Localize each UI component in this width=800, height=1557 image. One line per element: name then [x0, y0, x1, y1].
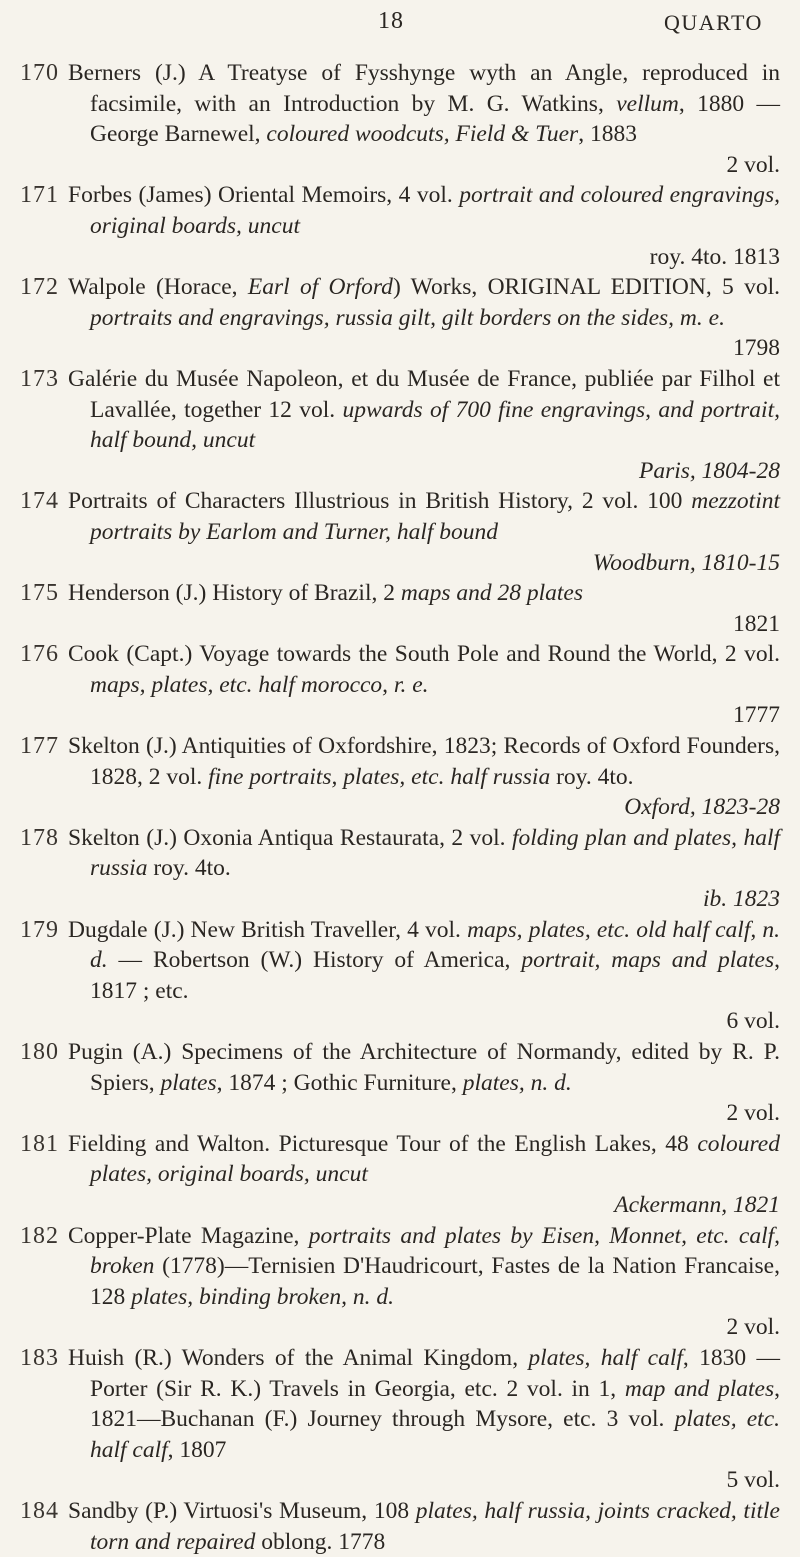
lot-description-text: , 1883 — [578, 121, 637, 148]
lot-description-italic: fine portraits, plates, etc. half russia — [208, 763, 551, 790]
lot-description-text: Galérie du Musée Napoleon, et du Musée de France, publiée par Filhol et Lavallée, together 12 vol. — [68, 365, 780, 423]
page-number: 18 — [378, 8, 404, 34]
lot-description-text: Henderson (J.) History of Brazil, 2 — [68, 580, 401, 607]
lot-entry — [0, 1496, 800, 1557]
lot-number: 178 — [20, 824, 59, 851]
lot-entry — [0, 180, 800, 272]
lot-entry — [0, 915, 800, 1037]
running-head — [0, 8, 800, 40]
lot-imprint: 1821 — [733, 610, 780, 637]
lot-description — [68, 486, 780, 578]
lot-imprint: Oxford, 1823-28 — [624, 794, 780, 821]
lot-number: 174 — [20, 488, 59, 515]
lot-imprint: ib. 1823 — [702, 886, 780, 913]
lot-description-text: (1778)—Ternisien D'Haudricourt, Fastes de la Nation Francaise, 128 — [90, 1253, 780, 1310]
lot-description — [68, 364, 780, 486]
lot-imprint: Paris, 1804-28 — [639, 457, 780, 484]
lot-description-text: Skelton (J.) Antiquities of Oxfordshire, 1823; Records of Oxford Founders, 1828, 2 vol. — [68, 733, 780, 790]
lot-description — [68, 180, 780, 272]
lot-description-text: , 1880 — George Barnewel, — [90, 90, 781, 148]
lot-description-italic: maps and 28 plates — [400, 580, 583, 607]
lot-number: 182 — [20, 1222, 59, 1249]
lot-description — [68, 915, 780, 1037]
lot-description — [68, 578, 780, 639]
lot-entry — [0, 1037, 800, 1129]
section-title: QUARTO — [664, 10, 763, 35]
lot-entry — [0, 272, 800, 364]
lot-description-text: Walpole (Horace, — [68, 274, 248, 301]
lot-description-text: Huish (R.) Wonders of the Animal Kingdom, — [68, 1344, 529, 1371]
lot-description — [68, 731, 780, 823]
lot-number: 180 — [20, 1039, 59, 1065]
lot-description-italic: plates, etc. half calf — [90, 1406, 780, 1463]
lot-description-text: Berners (J.) A Treatyse of Fysshynge wyth an Angle, reproduced in facsimile, with an Introduction by M. G. Watkins, — [68, 60, 780, 117]
lot-description-italic: portraits and engravings, russia gilt, gilt borders on the sides, m. e. — [90, 304, 725, 331]
lot-entry — [0, 364, 800, 486]
lot-description — [68, 272, 780, 364]
lot-description-text: roy. 4to. — [147, 855, 231, 882]
lot-number: 176 — [20, 641, 59, 668]
lot-number: 181 — [20, 1130, 59, 1157]
lot-description-text: ) Works, ORIGINAL EDITION, 5 vol. — [392, 274, 780, 301]
lot-number: 179 — [20, 916, 59, 943]
lot-imprint: 5 vol. — [726, 1467, 780, 1494]
lot-description-text: Fielding and Walton. Picturesque Tour of the English Lakes, 48 — [68, 1130, 698, 1157]
lot-description-text: Cook (Capt.) Voyage towards the South Pole and Round the World, 2 vol. — [68, 641, 780, 668]
lot-description — [68, 1496, 780, 1557]
lot-imprint: 2 vol. — [726, 151, 780, 178]
lot-description-text: , 1817 ; etc. — [90, 947, 780, 1004]
lot-number: 171 — [20, 182, 59, 209]
lot-entry — [0, 731, 800, 823]
lot-number: 172 — [20, 274, 59, 301]
lot-description — [68, 1221, 780, 1343]
lot-imprint: roy. 4to. 1813 — [649, 243, 780, 270]
lot-description — [68, 1343, 780, 1496]
lot-description-text: Sandby (P.) Virtuosi's Museum, 108 — [68, 1497, 416, 1524]
lot-entry — [0, 1343, 800, 1496]
lot-description-italic: upwards of 700 fine engravings, and portrait, half bound, uncut — [90, 396, 780, 454]
lot-description — [68, 58, 780, 180]
lot-imprint: 6 vol. — [726, 1008, 780, 1035]
lot-description-italic: plates, half calf — [528, 1344, 683, 1371]
lot-description — [68, 1037, 780, 1129]
lot-description-italic: portrait, maps and plates — [521, 947, 775, 974]
lot-description-italic: coloured woodcuts, Field & Tuer — [266, 121, 579, 148]
lot-entry — [0, 639, 800, 731]
lot-entry — [0, 1129, 800, 1221]
lot-description-italic: map and plates — [624, 1375, 775, 1402]
lot-description-italic: mezzotint portraits by Earlom and Turner, half bound — [90, 488, 780, 545]
lot-number: 175 — [20, 580, 59, 607]
lot-description-text: , 1807 — [167, 1436, 227, 1463]
lot-imprint: 2 vol. — [726, 1100, 780, 1127]
lot-description-italic: plates — [160, 1069, 217, 1096]
lot-description-text: Dugdale (J.) New British Traveller, 4 vol. — [68, 916, 468, 943]
lot-imprint: 1777 — [733, 702, 780, 729]
lot-description-text: oblong. 1778 — [255, 1528, 386, 1555]
lot-description-italic: Earl of Orford — [247, 274, 393, 301]
lot-description-text: Pugin (A.) Specimens of the Architecture of Normandy, edited by R. P. Spiers, — [68, 1039, 780, 1096]
lot-number: 177 — [20, 733, 59, 760]
lot-description-text: Copper-Plate Magazine, — [68, 1222, 309, 1249]
lot-description-italic: vellum — [616, 90, 679, 117]
lot-description-text: , 1874 ; Gothic Furniture, — [216, 1069, 463, 1096]
lot-list — [0, 58, 800, 1557]
lot-entry — [0, 578, 800, 639]
lot-number: 183 — [20, 1344, 59, 1371]
lot-entry — [0, 58, 800, 180]
lot-description-italic: portrait and coloured engravings, original boards, uncut — [90, 182, 780, 239]
lot-description-italic: plates, n. d. — [462, 1069, 572, 1096]
lot-number: 173 — [20, 365, 59, 392]
lot-description-italic: maps, plates, etc. half morocco, r. e. — [90, 671, 429, 698]
lot-description-text: Forbes (James) Oriental Memoirs, 4 vol. — [68, 182, 460, 209]
lot-description-text: Portraits of Characters Illustrious in British History, 2 vol. 100 — [68, 488, 692, 515]
lot-description-text: , 1830 — Porter (Sir R. K.) Travels in Georgia, etc. 2 vol. in 1, — [90, 1344, 780, 1402]
lot-number: 170 — [20, 60, 59, 86]
lot-description-text: Skelton (J.) Oxonia Antiqua Restaurata, 2 vol. — [68, 824, 512, 851]
lot-entry — [0, 823, 800, 915]
lot-number: 184 — [20, 1497, 59, 1524]
lot-imprint: 2 vol. — [726, 1314, 780, 1341]
lot-entry — [0, 486, 800, 578]
lot-description-text: roy. 4to. — [550, 763, 634, 790]
lot-description-italic: plates, half russia, joints cracked, title torn and repaired — [90, 1497, 780, 1555]
lot-description-italic: plates, binding broken, n. d. — [131, 1283, 394, 1310]
lot-description — [68, 823, 780, 915]
lot-imprint: Ackermann, 1821 — [614, 1191, 780, 1218]
lot-description-italic: maps, plates, etc. old half calf, n. d. — [90, 916, 780, 974]
lot-description-text: , 1821—Buchanan (F.) Journey through Mysore, etc. 3 vol. — [90, 1375, 781, 1433]
lot-imprint: 1798 — [733, 335, 780, 362]
lot-entry — [0, 1221, 800, 1343]
lot-description — [68, 639, 780, 731]
lot-description-italic: folding plan and plates, half russia — [90, 824, 780, 882]
lot-imprint: Woodburn, 1810-15 — [592, 549, 780, 576]
lot-description-italic: coloured plates, original boards, uncut — [90, 1130, 780, 1188]
lot-description-text: — Robertson (W.) History of America, — [107, 947, 522, 974]
lot-description-italic: portraits and plates by Eisen, Monnet, etc. calf, broken — [90, 1222, 781, 1280]
lot-description — [68, 1129, 780, 1221]
